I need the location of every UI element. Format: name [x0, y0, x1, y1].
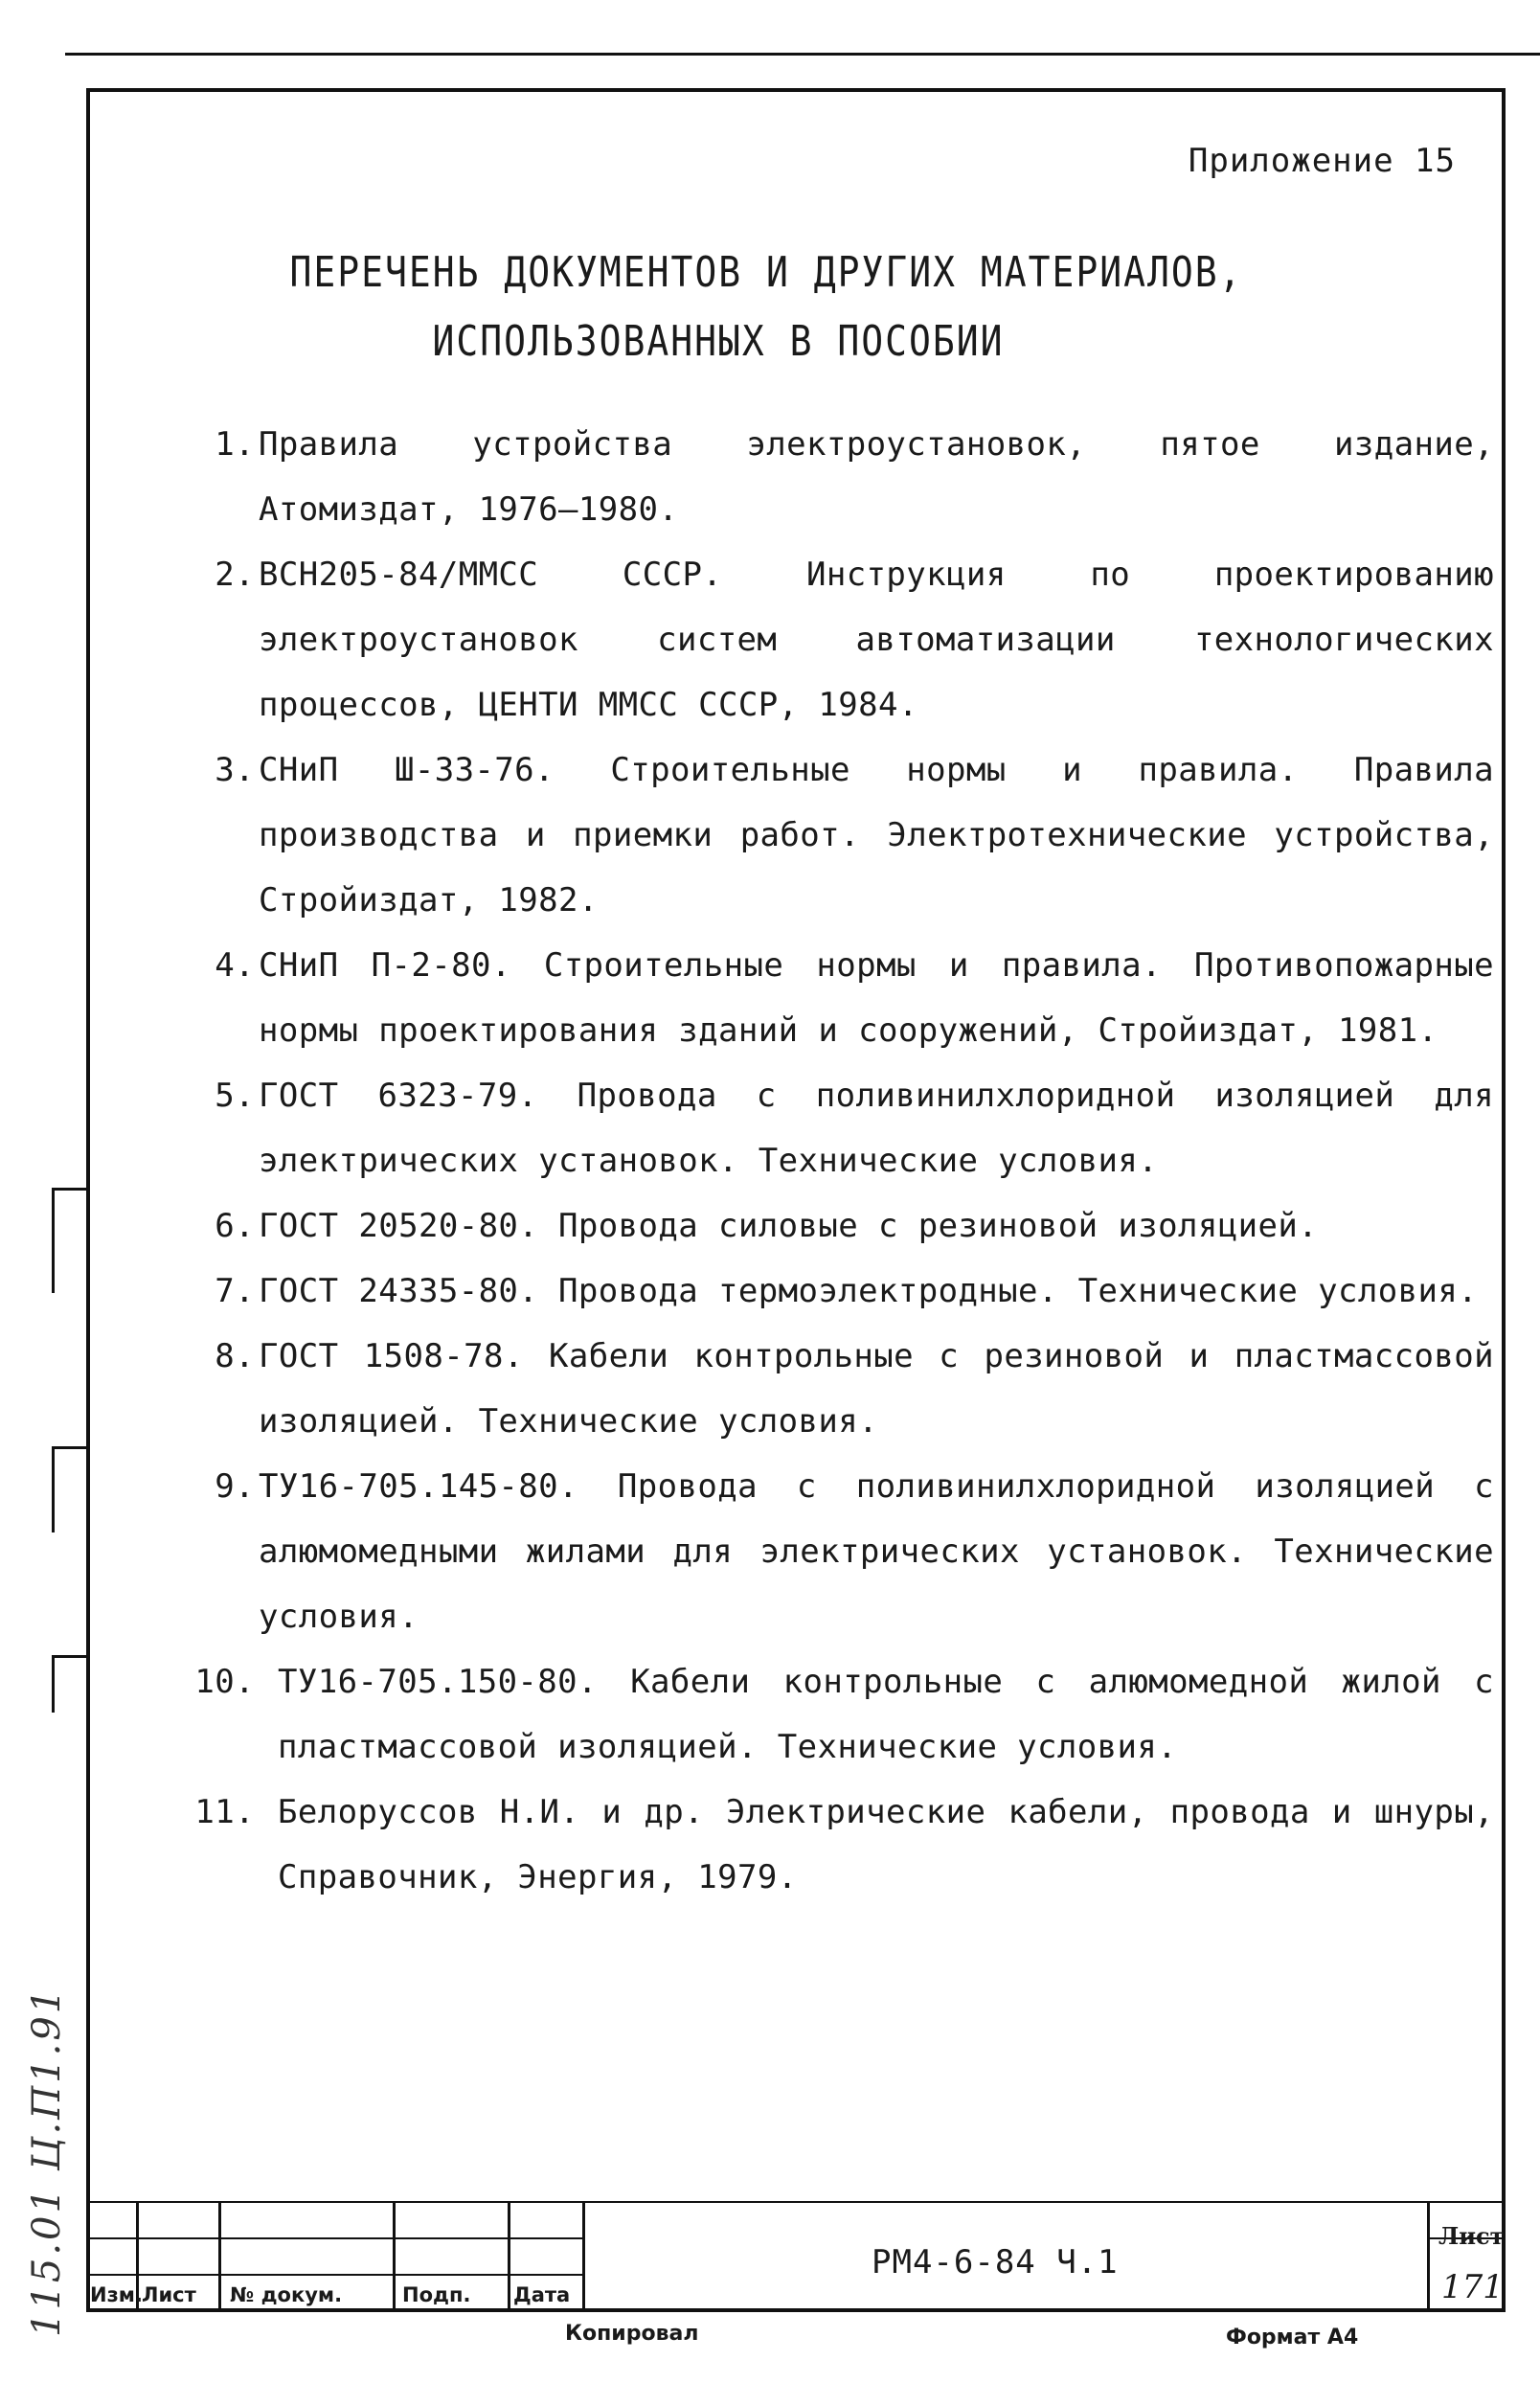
item-text: ГОСТ 1508-78. Кабели контрольные с резиновой и пластмассовой изоляцией. Технические условия. — [259, 1337, 1494, 1441]
item-text: ВСН205-84/ММСС СССР. Инструкция по проектированию электроустановок систем автоматизации технологических процессов, ЦЕНТИ ММСС СССР, 1984. — [259, 556, 1494, 724]
margin-tick — [52, 1655, 88, 1658]
item-text: СНиП Ш-33-76. Строительные нормы и правила. Правила производства и приемки работ. Электротехнические устройства, Стройиздат, 1982. — [259, 751, 1494, 919]
item-number: 1. — [215, 425, 255, 464]
item-number: 8. — [215, 1337, 255, 1375]
item-number: 4. — [215, 946, 255, 985]
list-item — [215, 1063, 1494, 1193]
item-number: 9. — [215, 1467, 255, 1506]
stamp-col-date: Дата — [513, 2283, 571, 2306]
item-number: 2. — [215, 556, 255, 594]
top-rule — [65, 53, 1540, 56]
document-code: РМ4-6-84 Ч.1 — [872, 2243, 1119, 2281]
margin-tick — [52, 1446, 88, 1449]
item-text: ГОСТ 20520-80. Провода силовые с резиновой изоляцией. — [259, 1207, 1319, 1245]
stamp-col-doc: № докум. — [230, 2283, 343, 2306]
item-text: СНиП П-2-80. Строительные нормы и правила. Противопожарные нормы проектирования зданий и сооружений, Стройиздат, 1981. — [259, 946, 1494, 1050]
item-text: ТУ16-705.150-80. Кабели контрольные с алюмомедной жилой с пластмассовой изоляцией. Технические условия. — [278, 1663, 1494, 1766]
sheet-label: Лист — [1438, 2222, 1505, 2250]
sheet-number: 171 — [1441, 2268, 1504, 2306]
title-block-top-line — [86, 2201, 1506, 2203]
item-text: Белоруссов Н.И. и др. Электрические кабели, провода и шнуры, Справочник, Энергия, 1979. — [278, 1793, 1494, 1896]
item-text: Правила устройства электроустановок, пятое издание, Атомиздат, 1976–1980. — [259, 425, 1494, 529]
margin-line — [52, 1446, 55, 1532]
title-block-col-line — [1427, 2201, 1430, 2312]
margin-line — [52, 1188, 55, 1293]
list-item — [215, 1193, 1494, 1259]
page-title-line1: ПЕРЕЧЕНЬ ДОКУМЕНТОВ И ДРУГИХ МАТЕРИАЛОВ, — [289, 247, 1243, 297]
title-block-col-line — [582, 2201, 585, 2312]
list-item — [215, 738, 1494, 933]
list-item — [215, 542, 1494, 738]
footer-format: Формат А4 — [1226, 2326, 1359, 2349]
footer-copied: Копировал — [565, 2322, 699, 2346]
margin-tick — [52, 1188, 88, 1191]
references-list — [194, 412, 1494, 1910]
margin-line — [52, 1655, 55, 1713]
appendix-label: Приложение 15 — [1188, 142, 1456, 180]
list-item — [194, 1649, 1494, 1780]
margin-handwritten-note: 115.01 Ц.П1.91 — [25, 1986, 69, 2337]
stamp-col-sign: Подп. — [402, 2283, 471, 2306]
list-item — [215, 1454, 1494, 1649]
stamp-col-list: Лист — [142, 2283, 196, 2306]
title-block — [86, 2201, 1506, 2312]
page-title-line2: ИСПОЛЬЗОВАННЫХ В ПОСОБИИ — [432, 316, 1005, 366]
item-text: ГОСТ 24335-80. Провода термоэлектродные. Технические условия. — [259, 1272, 1479, 1310]
stamp-col-izm: Изм. — [90, 2283, 143, 2306]
title-block-col-line — [218, 2201, 221, 2312]
item-number: 3. — [215, 751, 255, 789]
item-number: 11. — [194, 1793, 255, 1831]
list-item — [215, 412, 1494, 542]
title-block-col-line — [508, 2201, 510, 2312]
list-item — [215, 1259, 1494, 1324]
list-item — [194, 1780, 1494, 1910]
title-block-col-line — [393, 2201, 396, 2312]
list-item — [215, 933, 1494, 1063]
item-text: ГОСТ 6323-79. Провода с поливинилхлоридной изоляцией для электрических установок. Технические условия. — [259, 1077, 1494, 1180]
item-number: 10. — [194, 1663, 255, 1701]
item-text: ТУ16-705.145-80. Провода с поливинилхлоридной изоляцией с алюмомедными жилами для электрических установок. Технические условия. — [259, 1467, 1494, 1636]
list-item — [215, 1324, 1494, 1454]
item-number: 6. — [215, 1207, 255, 1245]
item-number: 5. — [215, 1077, 255, 1115]
item-number: 7. — [215, 1272, 255, 1310]
